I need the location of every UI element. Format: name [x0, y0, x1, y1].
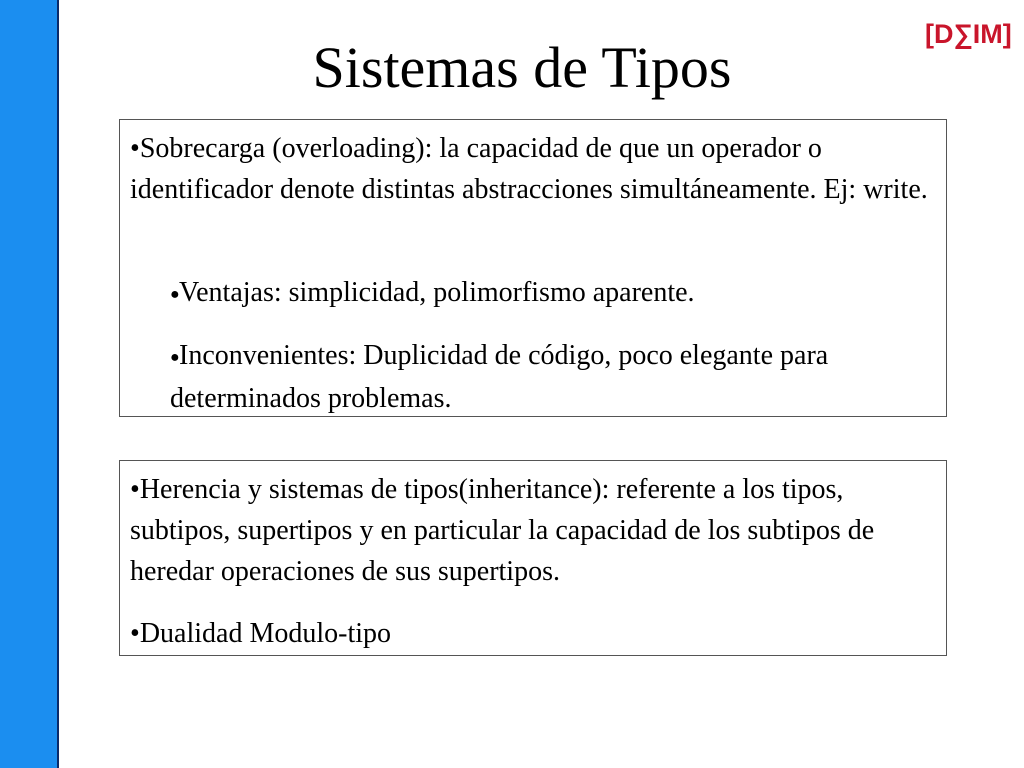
- bullet-item-inheritance: [130, 469, 930, 592]
- bullet-item-duality: [130, 613, 930, 654]
- bullet-marker: •: [130, 618, 140, 649]
- slide-title: Sistemas de Tipos: [312, 35, 732, 100]
- sub-bullet-item-disadvantages: [170, 335, 930, 419]
- dsim-logo: [D∑IM]: [925, 19, 1012, 49]
- bullet-text: Sobrecarga (overloading): la capacidad de que un operador o identificador denote distintas abstracciones simultáneamente. Ej: write.: [130, 133, 928, 205]
- sub-bullet-text: Ventajas: simplicidad, polimorfismo aparente.: [179, 277, 695, 308]
- inheritance-box: [119, 460, 947, 656]
- bullet-text: Dualidad Modulo-tipo: [139, 618, 392, 649]
- sub-bullet-item-advantages: [170, 272, 930, 315]
- bullet-marker: •: [130, 474, 140, 505]
- sub-bullet-marker: ●: [170, 349, 180, 366]
- sub-bullet-marker: ●: [170, 286, 180, 303]
- sub-bullet-text: Inconvenientes: Duplicidad de código, poco elegante para determinados problemas.: [170, 340, 829, 414]
- bullet-text: Herencia y sistemas de tipos(inheritance): referente a los tipos, subtipos, supertipos y en particular la capacidad de los subtipos de heredar operaciones de sus supertipos.: [130, 474, 875, 587]
- bullet-marker: •: [130, 133, 140, 164]
- overloading-box: [119, 119, 947, 417]
- bullet-item-overloading: [130, 128, 930, 210]
- left-accent-bar: [0, 0, 59, 768]
